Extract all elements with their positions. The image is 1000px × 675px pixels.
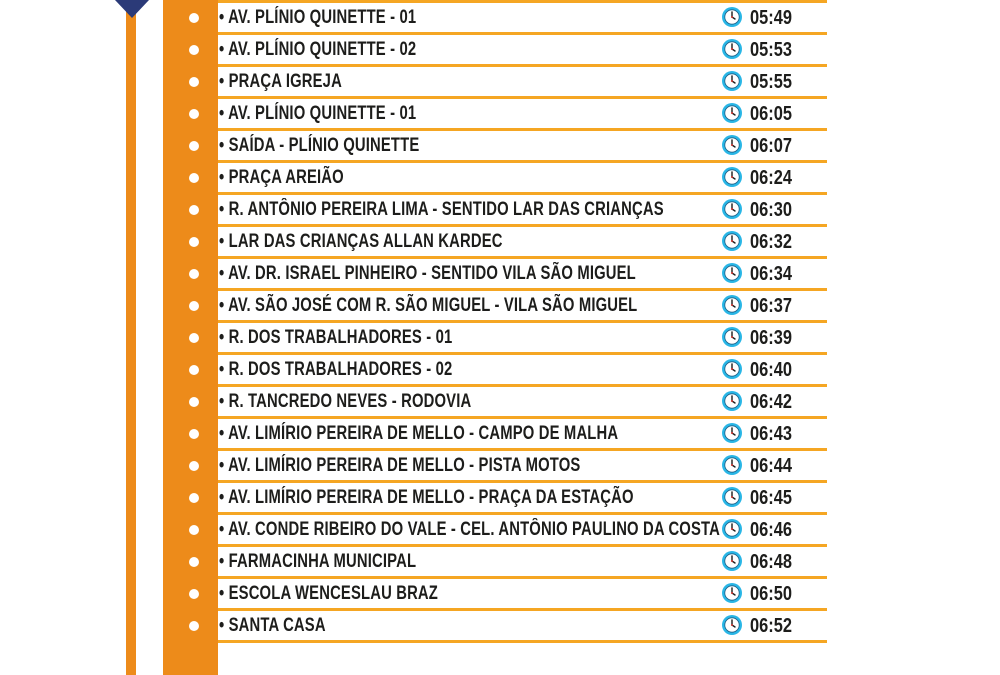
bullet-dot bbox=[189, 365, 199, 375]
clock-icon bbox=[721, 390, 743, 412]
departure-time: 06:48 bbox=[750, 551, 792, 573]
bullet-dot bbox=[189, 301, 199, 311]
clock-icon bbox=[721, 614, 743, 636]
departure-time: 06:45 bbox=[750, 487, 792, 509]
stop-name: • LAR DAS CRIANÇAS ALLAN KARDEC bbox=[219, 231, 503, 252]
bullet-dot bbox=[189, 269, 199, 279]
bullet-dot bbox=[189, 45, 199, 55]
stop-name: • AV. LIMÍRIO PEREIRA DE MELLO - PISTA MOTOS bbox=[219, 455, 581, 476]
stop-name: • R. TANCREDO NEVES - RODOVIA bbox=[219, 391, 472, 412]
stop-name: • SAÍDA - PLÍNIO QUINETTE bbox=[219, 135, 420, 156]
bus-schedule-list bbox=[0, 3, 1000, 643]
bullet-dot bbox=[189, 397, 199, 407]
clock-icon bbox=[721, 582, 743, 604]
stop-name: • PRAÇA IGREJA bbox=[219, 71, 342, 92]
clock-icon bbox=[721, 230, 743, 252]
bullet-dot bbox=[189, 493, 199, 503]
schedule-row bbox=[0, 195, 1000, 227]
departure-time: 06:39 bbox=[750, 327, 792, 349]
stop-name: • R. DOS TRABALHADORES - 02 bbox=[219, 359, 453, 380]
stop-name: • AV. LIMÍRIO PEREIRA DE MELLO - PRAÇA DA ESTAÇÃO bbox=[219, 487, 634, 508]
schedule-row bbox=[0, 323, 1000, 355]
schedule-row bbox=[0, 579, 1000, 611]
stop-name: • R. ANTÔNIO PEREIRA LIMA - SENTIDO LAR DAS CRIANÇAS bbox=[219, 199, 664, 220]
departure-time: 06:42 bbox=[750, 391, 792, 413]
stop-name: • AV. SÃO JOSÉ COM R. SÃO MIGUEL - VILA SÃO MIGUEL bbox=[219, 295, 638, 316]
schedule-row bbox=[0, 131, 1000, 163]
schedule-row bbox=[0, 163, 1000, 195]
bullet-dot bbox=[189, 333, 199, 343]
stop-name: • AV. DR. ISRAEL PINHEIRO - SENTIDO VILA SÃO MIGUEL bbox=[219, 263, 636, 284]
bullet-dot bbox=[189, 429, 199, 439]
departure-time: 06:05 bbox=[750, 103, 792, 125]
departure-time: 06:40 bbox=[750, 359, 792, 381]
bullet-dot bbox=[189, 461, 199, 471]
clock-icon bbox=[721, 70, 743, 92]
clock-icon bbox=[721, 550, 743, 572]
stop-name: • R. DOS TRABALHADORES - 01 bbox=[219, 327, 453, 348]
bullet-dot bbox=[189, 141, 199, 151]
stop-name: • SANTA CASA bbox=[219, 615, 326, 636]
stop-name: • AV. LIMÍRIO PEREIRA DE MELLO - CAMPO DE MALHA bbox=[219, 423, 619, 444]
departure-time: 05:49 bbox=[750, 7, 792, 29]
bullet-dot bbox=[189, 525, 199, 535]
stop-name: • AV. PLÍNIO QUINETTE - 02 bbox=[219, 39, 417, 60]
schedule-row bbox=[0, 355, 1000, 387]
schedule-row bbox=[0, 483, 1000, 515]
clock-icon bbox=[721, 358, 743, 380]
departure-time: 06:37 bbox=[750, 295, 792, 317]
stop-name: • FARMACINHA MUNICIPAL bbox=[219, 551, 417, 572]
bullet-dot bbox=[189, 173, 199, 183]
schedule-row bbox=[0, 99, 1000, 131]
clock-icon bbox=[721, 518, 743, 540]
clock-icon bbox=[721, 486, 743, 508]
departure-time: 06:30 bbox=[750, 199, 792, 221]
schedule-row bbox=[0, 259, 1000, 291]
bullet-dot bbox=[189, 621, 199, 631]
schedule-row bbox=[0, 227, 1000, 259]
bullet-dot bbox=[189, 237, 199, 247]
schedule-row bbox=[0, 291, 1000, 323]
stop-name: • AV. PLÍNIO QUINETTE - 01 bbox=[219, 103, 417, 124]
schedule-row bbox=[0, 387, 1000, 419]
departure-time: 06:44 bbox=[750, 455, 792, 477]
stop-name: • ESCOLA WENCESLAU BRAZ bbox=[219, 583, 439, 604]
stop-name: • AV. PLÍNIO QUINETTE - 01 bbox=[219, 7, 417, 28]
departure-time: 06:24 bbox=[750, 167, 792, 189]
schedule-row bbox=[0, 515, 1000, 547]
clock-icon bbox=[721, 294, 743, 316]
clock-icon bbox=[721, 454, 743, 476]
departure-time: 06:34 bbox=[750, 263, 792, 285]
schedule-row bbox=[0, 67, 1000, 99]
schedule-row bbox=[0, 419, 1000, 451]
departure-time: 06:07 bbox=[750, 135, 792, 157]
departure-time: 06:32 bbox=[750, 231, 792, 253]
schedule-row bbox=[0, 35, 1000, 67]
bullet-dot bbox=[189, 109, 199, 119]
departure-time: 05:55 bbox=[750, 71, 792, 93]
clock-icon bbox=[721, 422, 743, 444]
bullet-dot bbox=[189, 77, 199, 87]
clock-icon bbox=[721, 134, 743, 156]
clock-icon bbox=[721, 198, 743, 220]
departure-time: 06:52 bbox=[750, 615, 792, 637]
departure-time: 06:46 bbox=[750, 519, 792, 541]
bullet-dot bbox=[189, 557, 199, 567]
schedule-row bbox=[0, 3, 1000, 35]
departure-time: 06:43 bbox=[750, 423, 792, 445]
departure-time: 06:50 bbox=[750, 583, 792, 605]
stop-name: • PRAÇA AREIÃO bbox=[219, 167, 344, 188]
bullet-dot bbox=[189, 205, 199, 215]
schedule-row bbox=[0, 451, 1000, 483]
clock-icon bbox=[721, 38, 743, 60]
bullet-dot bbox=[189, 13, 199, 23]
departure-time: 05:53 bbox=[750, 39, 792, 61]
clock-icon bbox=[721, 166, 743, 188]
clock-icon bbox=[721, 6, 743, 28]
schedule-row bbox=[0, 547, 1000, 579]
stop-name: • AV. CONDE RIBEIRO DO VALE - CEL. ANTÔNIO PAULINO DA COSTA bbox=[219, 519, 721, 540]
clock-icon bbox=[721, 262, 743, 284]
clock-icon bbox=[721, 102, 743, 124]
clock-icon bbox=[721, 326, 743, 348]
bullet-dot bbox=[189, 589, 199, 599]
schedule-row bbox=[0, 611, 1000, 643]
